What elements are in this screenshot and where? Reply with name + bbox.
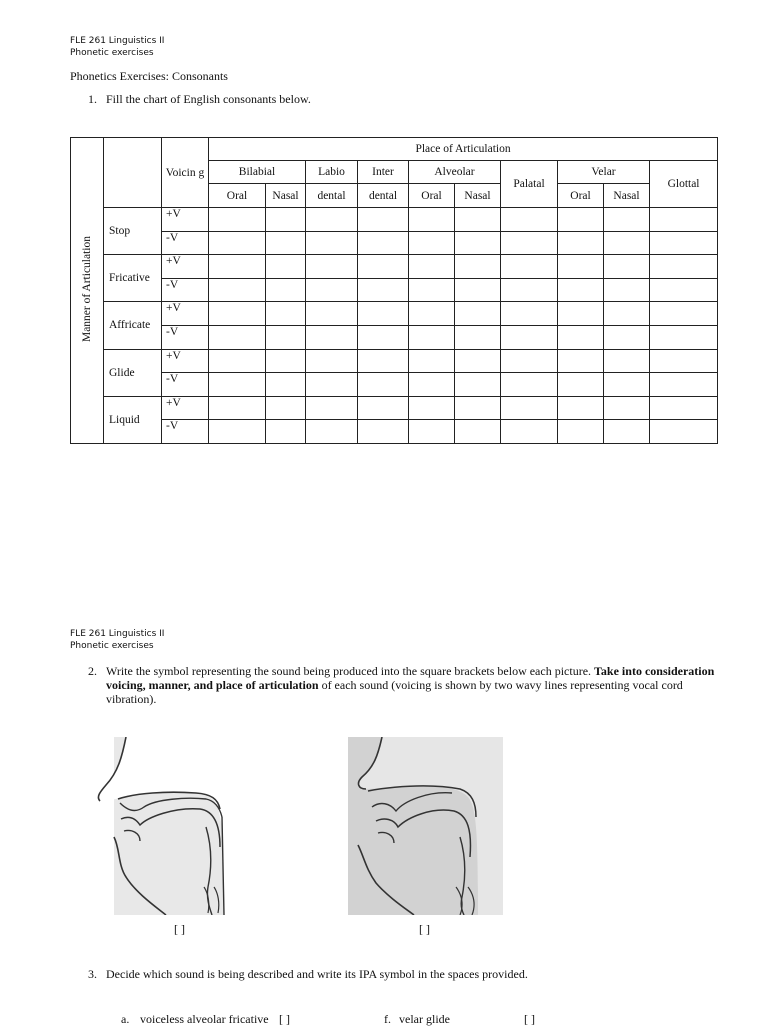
answer-cell[interactable]: [209, 373, 266, 397]
voicing-plus: +V: [162, 208, 209, 232]
answer-cell[interactable]: [558, 231, 604, 255]
answer-cell[interactable]: [455, 373, 501, 397]
answer-cell[interactable]: [409, 208, 455, 232]
manner-stop: Stop: [104, 208, 162, 255]
answer-cell[interactable]: [604, 278, 650, 302]
worksheet-title: Phonetics Exercises: Consonants: [70, 69, 228, 83]
answer-cell[interactable]: [650, 373, 718, 397]
answer-cell[interactable]: [209, 396, 266, 420]
answer-cell[interactable]: [358, 420, 409, 444]
answer-cell[interactable]: [306, 302, 358, 326]
alveolar-oral: Oral: [409, 184, 455, 208]
vocal-tract-diagram-1: [96, 737, 251, 915]
answer-cell[interactable]: [306, 349, 358, 373]
voicing-minus: -V: [162, 325, 209, 349]
answer-cell[interactable]: [604, 302, 650, 326]
empty-corner: [104, 138, 162, 208]
answer-cell[interactable]: [266, 420, 306, 444]
chart-row: [71, 278, 718, 302]
answer-cell[interactable]: [266, 373, 306, 397]
answer-cell[interactable]: [409, 420, 455, 444]
answer-cell[interactable]: [266, 278, 306, 302]
page-header: [70, 35, 164, 59]
answer-cell[interactable]: [358, 231, 409, 255]
answer-cell[interactable]: [558, 396, 604, 420]
answer-cell[interactable]: [409, 349, 455, 373]
place-header: Place of Articulation: [209, 138, 718, 161]
answer-cell[interactable]: [604, 396, 650, 420]
chart-row: [71, 420, 718, 444]
answer-cell[interactable]: [604, 373, 650, 397]
chart-row: [71, 349, 718, 373]
answer-cell[interactable]: [650, 208, 718, 232]
answer-cell[interactable]: [650, 278, 718, 302]
answer-cell[interactable]: [409, 373, 455, 397]
answer-cell[interactable]: [455, 396, 501, 420]
item-f-label: f.: [384, 1012, 391, 1026]
labio-dental: dental: [306, 184, 358, 208]
answer-cell[interactable]: [358, 373, 409, 397]
answer-cell[interactable]: [358, 349, 409, 373]
chart-row: [71, 325, 718, 349]
voicing-minus: -V: [162, 420, 209, 444]
q2-text-bold: Take into consideration: [594, 664, 715, 678]
chart-row: [71, 231, 718, 255]
glottal-header: Glottal: [650, 161, 718, 208]
answer-cell[interactable]: [266, 231, 306, 255]
answer-cell[interactable]: [455, 208, 501, 232]
answer-cell[interactable]: [501, 255, 558, 279]
chart-row: [71, 208, 718, 232]
answer-cell[interactable]: [558, 278, 604, 302]
answer-cell[interactable]: [558, 373, 604, 397]
answer-cell[interactable]: [358, 208, 409, 232]
alveolar-header: Alveolar: [409, 161, 501, 184]
item-f-bracket[interactable]: [ ]: [524, 1012, 535, 1026]
answer-bracket-2[interactable]: [ ]: [419, 922, 430, 936]
answer-cell[interactable]: [209, 349, 266, 373]
answer-cell[interactable]: [650, 420, 718, 444]
question-2-text: [106, 664, 716, 706]
answer-cell[interactable]: [266, 396, 306, 420]
voicing-minus: -V: [162, 278, 209, 302]
question-3-number: 3.: [88, 967, 97, 981]
inter-header: Inter: [358, 161, 409, 184]
item-a-text: voiceless alveolar fricative: [140, 1012, 269, 1026]
answer-cell[interactable]: [501, 208, 558, 232]
answer-cell[interactable]: [209, 255, 266, 279]
answer-cell[interactable]: [501, 231, 558, 255]
bilabial-header: Bilabial: [209, 161, 306, 184]
bilabial-oral: Oral: [209, 184, 266, 208]
answer-cell[interactable]: [604, 208, 650, 232]
answer-cell[interactable]: [306, 231, 358, 255]
answer-cell[interactable]: [306, 278, 358, 302]
voicing-plus: +V: [162, 396, 209, 420]
answer-cell[interactable]: [306, 396, 358, 420]
answer-cell[interactable]: [650, 255, 718, 279]
answer-cell[interactable]: [650, 302, 718, 326]
answer-cell[interactable]: [455, 302, 501, 326]
voicing-minus: -V: [162, 231, 209, 255]
answer-cell[interactable]: [409, 255, 455, 279]
answer-cell[interactable]: [358, 325, 409, 349]
course-title: FLE 261 Linguistics II: [70, 36, 165, 46]
manner-header: Manner of Articulation: [81, 235, 93, 342]
answer-cell[interactable]: [501, 302, 558, 326]
answer-cell[interactable]: [266, 302, 306, 326]
item-a-bracket[interactable]: [ ]: [279, 1012, 290, 1026]
question-2-number: 2.: [88, 664, 97, 678]
alveolar-nasal: Nasal: [455, 184, 501, 208]
answer-cell[interactable]: [266, 349, 306, 373]
voicing-plus: +V: [162, 349, 209, 373]
manner-header-cell: [71, 138, 104, 444]
answer-cell[interactable]: [501, 420, 558, 444]
answer-cell[interactable]: [266, 208, 306, 232]
answer-cell[interactable]: [501, 349, 558, 373]
chart-row: [71, 396, 718, 420]
answer-cell[interactable]: [409, 231, 455, 255]
chart-row: [71, 302, 718, 326]
bilabial-nasal: Nasal: [266, 184, 306, 208]
answer-cell[interactable]: [455, 349, 501, 373]
manner-fricative: Fricative: [104, 255, 162, 302]
labio-header: Labio: [306, 161, 358, 184]
question-1-number: 1.: [88, 92, 97, 106]
answer-cell[interactable]: [558, 349, 604, 373]
q2-text-part: of each sound (voicing is shown by two wavy lines representing vocal cord vibration).: [106, 678, 683, 706]
palatal-header: Palatal: [501, 161, 558, 208]
answer-cell[interactable]: [209, 278, 266, 302]
answer-cell[interactable]: [455, 255, 501, 279]
answer-cell[interactable]: [266, 325, 306, 349]
course-title: FLE 261 Linguistics II: [70, 629, 165, 639]
answer-bracket-1[interactable]: [ ]: [174, 922, 185, 936]
answer-cell[interactable]: [455, 231, 501, 255]
voicing-header: Voicin g: [162, 138, 209, 208]
answer-cell[interactable]: [455, 325, 501, 349]
answer-cell[interactable]: [358, 278, 409, 302]
answer-cell[interactable]: [650, 349, 718, 373]
answer-cell[interactable]: [558, 302, 604, 326]
voicing-plus: +V: [162, 302, 209, 326]
question-1-text: Fill the chart of English consonants below.: [106, 92, 311, 106]
velar-header: Velar: [558, 161, 650, 184]
answer-cell[interactable]: [604, 231, 650, 255]
answer-cell[interactable]: [306, 255, 358, 279]
answer-cell[interactable]: [650, 231, 718, 255]
answer-cell[interactable]: [209, 420, 266, 444]
answer-cell[interactable]: [558, 420, 604, 444]
answer-cell[interactable]: [358, 255, 409, 279]
voicing-minus: -V: [162, 373, 209, 397]
answer-cell[interactable]: [455, 278, 501, 302]
course-subtitle: Phonetic exercises: [70, 48, 154, 58]
chart-row: [71, 255, 718, 279]
velar-nasal: Nasal: [604, 184, 650, 208]
answer-cell[interactable]: [306, 373, 358, 397]
answer-cell[interactable]: [650, 396, 718, 420]
chart-row: [71, 373, 718, 397]
course-subtitle: Phonetic exercises: [70, 641, 154, 651]
answer-cell[interactable]: [501, 325, 558, 349]
answer-cell[interactable]: [558, 255, 604, 279]
answer-cell[interactable]: [604, 349, 650, 373]
answer-cell[interactable]: [501, 396, 558, 420]
answer-cell[interactable]: [266, 255, 306, 279]
manner-affricate: Affricate: [104, 302, 162, 349]
answer-cell[interactable]: [409, 278, 455, 302]
answer-cell[interactable]: [501, 373, 558, 397]
manner-glide: Glide: [104, 349, 162, 396]
inter-dental: dental: [358, 184, 409, 208]
answer-cell[interactable]: [306, 325, 358, 349]
answer-cell[interactable]: [409, 325, 455, 349]
consonant-chart: [70, 137, 718, 444]
answer-cell[interactable]: [409, 302, 455, 326]
answer-cell[interactable]: [358, 302, 409, 326]
q2-text-part: Write the symbol representing the sound being produced into the square brackets below each picture.: [106, 664, 592, 678]
answer-cell[interactable]: [501, 278, 558, 302]
answer-cell[interactable]: [306, 208, 358, 232]
answer-cell[interactable]: [604, 420, 650, 444]
answer-cell[interactable]: [209, 302, 266, 326]
answer-cell[interactable]: [306, 420, 358, 444]
manner-liquid: Liquid: [104, 396, 162, 443]
item-a-label: a.: [121, 1012, 130, 1026]
velar-oral: Oral: [558, 184, 604, 208]
answer-cell[interactable]: [209, 231, 266, 255]
answer-cell[interactable]: [558, 325, 604, 349]
answer-cell[interactable]: [558, 208, 604, 232]
answer-cell[interactable]: [650, 325, 718, 349]
question-3-text: Decide which sound is being described and write its IPA symbol in the spaces provided.: [106, 967, 528, 981]
answer-cell[interactable]: [409, 396, 455, 420]
answer-cell[interactable]: [209, 325, 266, 349]
answer-cell[interactable]: [209, 208, 266, 232]
page-2-header: [70, 628, 164, 652]
answer-cell[interactable]: [358, 396, 409, 420]
voicing-plus: +V: [162, 255, 209, 279]
vocal-tract-diagram-2: [348, 737, 503, 915]
item-f-text: velar glide: [399, 1012, 450, 1026]
answer-cell[interactable]: [604, 325, 650, 349]
answer-cell[interactable]: [455, 420, 501, 444]
answer-cell[interactable]: [604, 255, 650, 279]
q2-text-bold: voicing, manner, and place of articulation: [106, 678, 319, 692]
